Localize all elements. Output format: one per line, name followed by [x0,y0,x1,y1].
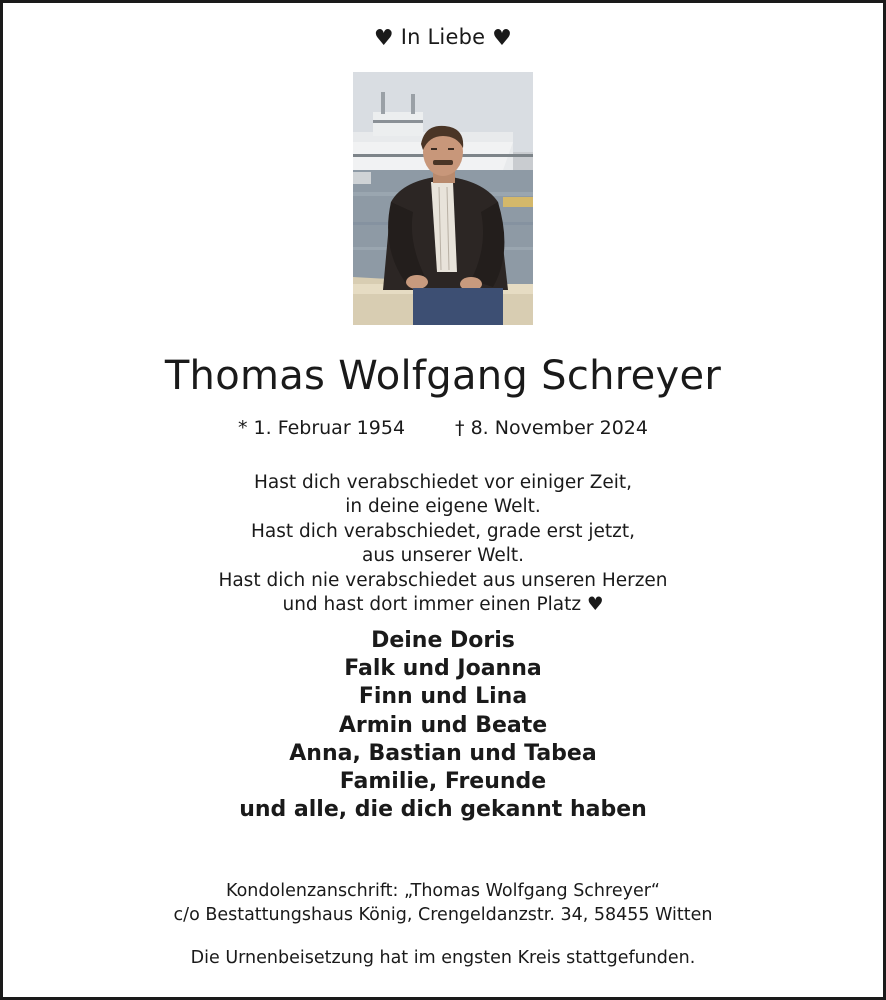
header [3,25,883,51]
mourner-line: Anna, Bastian und Tabea [289,740,597,766]
life-dates [3,417,883,439]
death-date: † 8. November 2024 [455,417,648,439]
deceased-name: Thomas Wolfgang Schreyer [164,353,722,399]
heart-icon: ♥ [373,26,394,51]
mourner-line: Deine Doris [371,628,515,653]
mourner-line: Familie, Freunde [339,769,547,795]
condolence-line: c/o Bestattungshaus König, Crengeldanzstr. 34, 58455 Witten [173,905,713,925]
mourners-list [3,627,883,824]
heart-icon: ♥ [492,26,513,51]
mourner-line: Falk und Joanna [344,656,542,682]
poem-line: Hast dich verabschiedet vor einiger Zeit, [253,472,633,493]
poem-line: Hast dich nie verabschiedet aus unseren Herzen [218,569,668,591]
condolence-address [3,879,883,927]
poem [3,471,883,617]
mourner-line: und alle, die dich gekannt haben [239,797,647,823]
birth-date: * 1. Februar 1954 [237,417,406,439]
poem-line: aus unserer Welt. [362,545,524,567]
header-text: In Liebe [400,25,486,49]
mourner-line: Finn und Lina [358,684,528,710]
portrait-illustration [353,72,533,325]
poem-line: und hast dort immer einen Platz ♥ [282,594,604,616]
mourner-line: Armin und Beate [338,712,548,738]
burial-note: Die Urnenbeisetzung hat im engsten Kreis stattgefunden. [190,948,696,968]
poem-line: in deine eigene Welt. [345,496,541,518]
condolence-line: Kondolenzanschrift: „Thomas Wolfgang Schreyer“ [226,881,660,901]
portrait-photo [353,72,533,325]
poem-line: Hast dich verabschiedet, grade erst jetzt, [251,520,635,542]
